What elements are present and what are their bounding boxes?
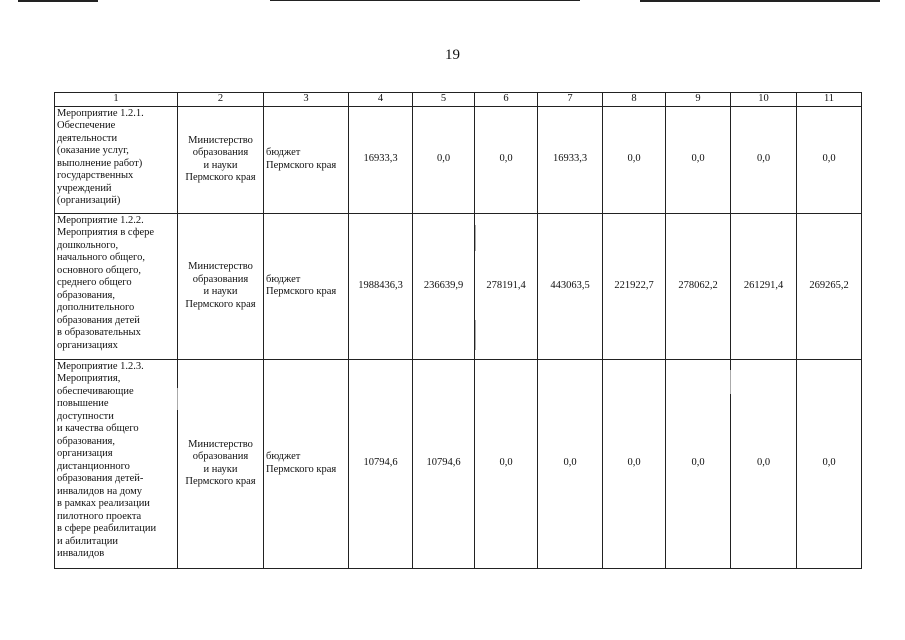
- column-header: 6: [475, 93, 538, 107]
- value-cell: 10794,6: [349, 359, 413, 568]
- value-cell: 269265,2: [797, 213, 862, 359]
- table-row: [55, 213, 862, 359]
- column-header: 1: [55, 93, 178, 107]
- scan-artifact-line: [177, 388, 178, 410]
- column-header: 11: [797, 93, 862, 107]
- responsible-executor: Министерство образования и науки Пермского края: [178, 359, 264, 568]
- value-cell: 0,0: [731, 359, 797, 568]
- responsible-executor: Министерство образования и науки Пермского края: [178, 106, 264, 213]
- scan-artifact-line: [475, 225, 476, 251]
- value-cell: 1988436,3: [349, 213, 413, 359]
- value-cell: 0,0: [603, 359, 666, 568]
- value-cell: 0,0: [666, 359, 731, 568]
- budget-table: [54, 92, 862, 569]
- scan-artifact-line: [475, 320, 476, 350]
- value-cell: 0,0: [475, 359, 538, 568]
- table-row: [55, 359, 862, 568]
- value-cell: 261291,4: [731, 213, 797, 359]
- funding-source: бюджет Пермского края: [264, 359, 349, 568]
- value-cell: 0,0: [475, 106, 538, 213]
- value-cell: 278191,4: [475, 213, 538, 359]
- value-cell: 0,0: [797, 106, 862, 213]
- header-row: [55, 93, 862, 107]
- value-cell: 443063,5: [538, 213, 603, 359]
- value-cell: 0,0: [666, 106, 731, 213]
- page-number: 19: [445, 47, 460, 63]
- value-cell: 16933,3: [349, 106, 413, 213]
- value-cell: 0,0: [797, 359, 862, 568]
- top-edge-line-left: [18, 0, 98, 2]
- column-header: 9: [666, 93, 731, 107]
- measure-description: Мероприятие 1.2.1. Обеспечение деятельности (оказание услуг, выполнение работ) государственных учреждений (организаций): [55, 106, 178, 213]
- value-cell: 0,0: [413, 106, 475, 213]
- value-cell: 16933,3: [538, 106, 603, 213]
- column-header: 5: [413, 93, 475, 107]
- column-header: 10: [731, 93, 797, 107]
- measure-description: Мероприятие 1.2.2. Мероприятия в сфере дошкольного, начального общего, основного общего, среднего общего образования, дополнительного образования детей в образовательных организациях: [55, 213, 178, 359]
- column-header: 8: [603, 93, 666, 107]
- value-cell: 278062,2: [666, 213, 731, 359]
- measure-description: Мероприятие 1.2.3. Мероприятия, обеспечивающие повышение доступности и качества общего образования, организация дистанционного образования детей- инвалидов на дому в рамках реализации пилотного проекта в сфере реабилитации и абилитации инвалидов: [55, 359, 178, 568]
- value-cell: 0,0: [603, 106, 666, 213]
- column-header: 4: [349, 93, 413, 107]
- scan-artifact-line: [730, 370, 731, 394]
- responsible-executor: Министерство образования и науки Пермского края: [178, 213, 264, 359]
- value-cell: 10794,6: [413, 359, 475, 568]
- column-header: 7: [538, 93, 603, 107]
- value-cell: 0,0: [731, 106, 797, 213]
- column-header: 3: [264, 93, 349, 107]
- value-cell: 0,0: [538, 359, 603, 568]
- value-cell: 221922,7: [603, 213, 666, 359]
- top-edge-line-right: [640, 0, 880, 2]
- top-edge-line-mid: [270, 0, 580, 1]
- table-row: [55, 106, 862, 213]
- column-header: 2: [178, 93, 264, 107]
- value-cell: 236639,9: [413, 213, 475, 359]
- funding-source: бюджет Пермского края: [264, 213, 349, 359]
- funding-source: бюджет Пермского края: [264, 106, 349, 213]
